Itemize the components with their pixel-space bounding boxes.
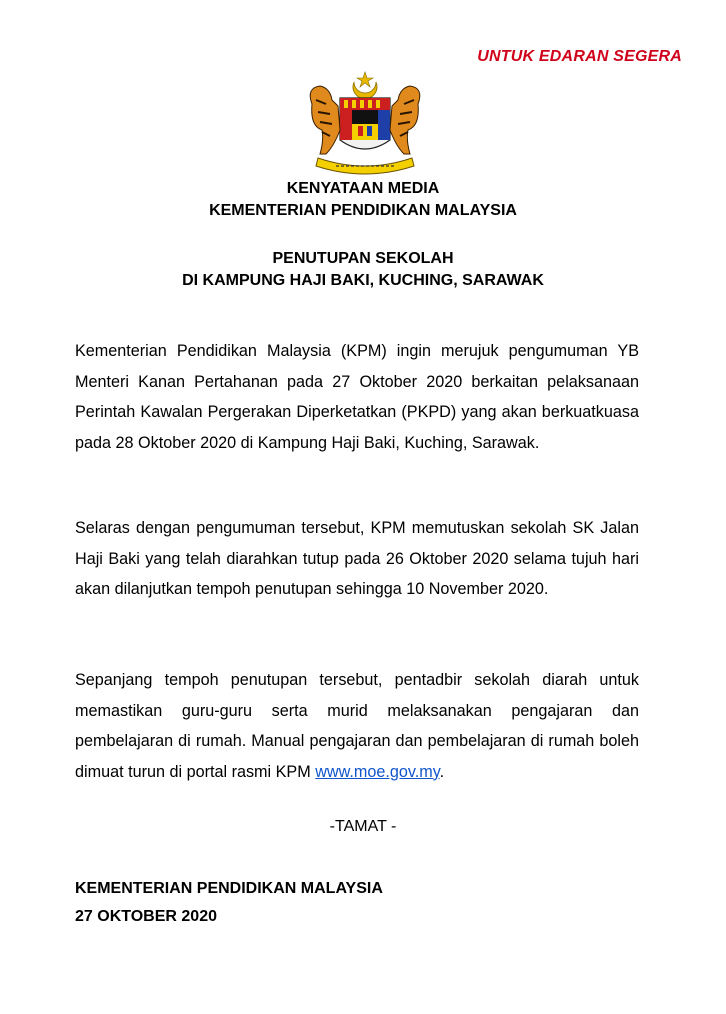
subject-line-1: PENUTUPAN SEKOLAH bbox=[272, 250, 454, 267]
subject-line-2: DI KAMPUNG HAJI BAKI, KUCHING, SARAWAK bbox=[182, 272, 544, 289]
paragraph-3 bbox=[75, 665, 639, 787]
malaysia-coat-of-arms-icon bbox=[296, 70, 434, 180]
heading-line-2: KEMENTERIAN PENDIDIKAN MALAYSIA bbox=[209, 202, 517, 219]
closing-mark: -TAMAT - bbox=[329, 818, 397, 835]
subject-heading bbox=[0, 248, 726, 292]
heading-line-1: KENYATAAN MEDIA bbox=[286, 180, 440, 197]
paragraph-1: Kementerian Pendidikan Malaysia (KPM) ingin merujuk pengumuman YB Menteri Kanan Pertahanan pada 27 Oktober 2020 berkaitan pelaksanaan Perintah Kawalan Pergerakan Diperketatkan (PKPD) yang akan berkuatkuasa pada 28 Oktober 2020 di Kampung Haji Baki, Kuching, Sarawak. bbox=[75, 342, 639, 452]
release-tag: UNTUK EDARAN SEGERA bbox=[477, 48, 682, 65]
signoff-organization: KEMENTERIAN PENDIDIKAN MALAYSIA bbox=[75, 880, 383, 897]
paragraph-3-end: . bbox=[439, 762, 445, 781]
media-statement-heading bbox=[0, 178, 726, 222]
moe-portal-link[interactable]: www.moe.gov.my bbox=[315, 762, 440, 781]
paragraph-3-text: Sepanjang tempoh penutupan tersebut, pentadbir sekolah diarah untuk memastikan guru-guru serta murid melaksanakan pengajaran dan pembelajaran di rumah. Manual pengajaran dan pembelajaran di rumah boleh dimuat turun di portal rasmi KPM bbox=[75, 671, 639, 781]
paragraph-2: Selaras dengan pengumuman tersebut, KPM memutuskan sekolah SK Jalan Haji Baki yang telah diarahkan tutup pada 26 Oktober 2020 selama tujuh hari akan dilanjutkan tempoh penutupan sehingga 10 November 2020. bbox=[75, 519, 639, 598]
signoff-date: 27 OKTOBER 2020 bbox=[75, 908, 217, 925]
